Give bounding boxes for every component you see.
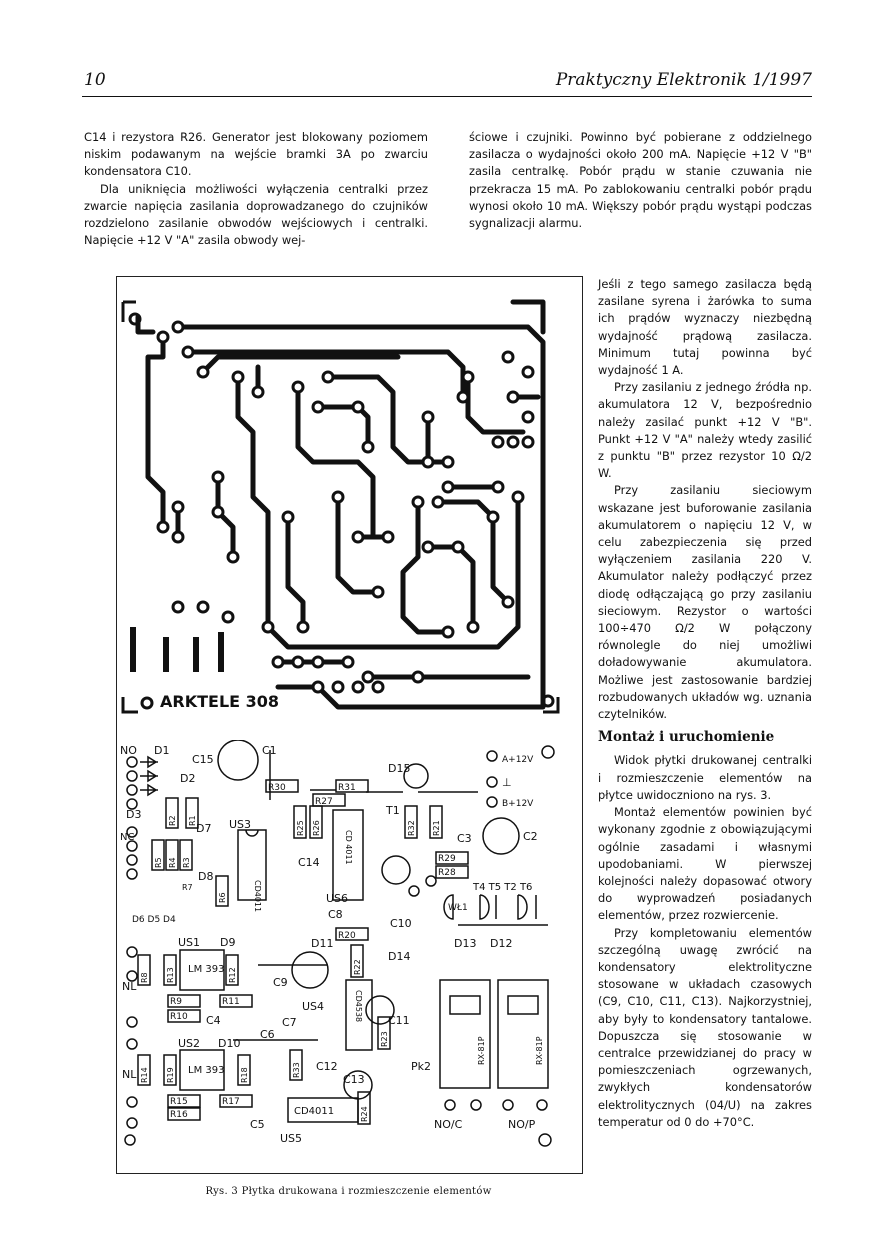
- label-noc: NO/C: [434, 1118, 463, 1131]
- label-d6d5d4: D6 D5 D4: [132, 915, 176, 925]
- label-cd4538: CD4538: [354, 990, 363, 1023]
- label-c6: C6: [260, 1028, 275, 1041]
- label-r30: R30: [268, 783, 286, 793]
- label-r10: R10: [170, 1012, 188, 1022]
- label-c7: C7: [282, 1016, 297, 1029]
- label-d2: D2: [180, 772, 196, 785]
- label-r5: R5: [154, 857, 163, 868]
- label-c15: C15: [192, 753, 214, 766]
- label-cd4011-b: CD 4011: [344, 830, 353, 865]
- label-r9: R9: [170, 997, 182, 1007]
- label-c1: C1: [262, 744, 277, 757]
- section-heading: Montaż i uruchomienie: [598, 729, 775, 746]
- label-us6: US6: [326, 892, 349, 905]
- top-right-column: [469, 129, 812, 232]
- label-r25: R25: [296, 820, 305, 836]
- label-b12: B+12V: [502, 799, 534, 809]
- label-c14: C14: [298, 856, 320, 869]
- label-r14: R14: [140, 1067, 149, 1083]
- label-c8: C8: [328, 908, 343, 921]
- label-nl2: NL: [122, 1068, 137, 1081]
- label-t-group: T4 T5 T2 T6: [473, 882, 533, 893]
- label-c2: C2: [523, 830, 538, 843]
- label-r16: R16: [170, 1110, 188, 1120]
- label-cd4011-a: CD4011: [253, 880, 262, 913]
- page-number: 10: [84, 70, 106, 90]
- paragraph: C14 i rezystora R26. Generator jest blokowany poziomem niskim podawanym na wejście bramki 3A po zwarciu kondensatora C10.: [84, 130, 428, 179]
- label-pk2: Pk2: [411, 1060, 432, 1073]
- paragraph: Montaż elementów powinien być wykonany zgodnie z obowiązującymi ogólnie zasadami i własnymi upodobaniami. W pierwszej kolejności należy dopasować otwory do wyprowadzeń posiadanych elementów, przez rozwiercenie.: [598, 805, 812, 923]
- paragraph: Dla uniknięcia możliwości wyłączenia centralki przez zwarcie napięcia zasilania doprowadzanego do czujników rozdzielono zasilanie obwodów wejściowych i centralki. Napięcie +12 V "A" zasila obwody wej-: [84, 181, 428, 248]
- label-d11: D11: [311, 937, 334, 950]
- pcb-artwork: [118, 297, 563, 717]
- label-d1: D1: [154, 744, 170, 757]
- label-relay2: RX-81P: [535, 1036, 544, 1065]
- label-r15: R15: [170, 1097, 188, 1107]
- label-cd4011-c: CD4011: [294, 1106, 335, 1117]
- label-nl1: NL: [122, 980, 137, 993]
- label-c13: C13: [343, 1073, 365, 1086]
- label-gnd: ⊥: [502, 776, 512, 789]
- label-r22: R22: [353, 959, 362, 975]
- label-r6: R6: [218, 892, 227, 903]
- label-us3: US3: [229, 818, 252, 831]
- label-nop: NO/P: [508, 1118, 536, 1131]
- label-d12: D12: [490, 937, 513, 950]
- label-r7: R7: [182, 883, 193, 892]
- right-column: [598, 276, 812, 1131]
- label-r18: R18: [240, 1067, 249, 1083]
- label-d15: D15: [388, 762, 411, 775]
- label-wl1: WŁ1: [448, 903, 468, 913]
- label-r19: R19: [166, 1067, 175, 1083]
- pcb-label: ARKTELE 308: [160, 692, 280, 711]
- label-d8: D8: [198, 870, 214, 883]
- label-r20: R20: [338, 931, 356, 941]
- label-d9: D9: [220, 936, 236, 949]
- label-r1: R1: [188, 815, 197, 826]
- paragraph: Widok płytki drukowanej centralki i rozmieszczenie elementów na płytce uwidoczniono na rys. 3.: [598, 753, 812, 802]
- label-d13: D13: [454, 937, 477, 950]
- label-us1: US1: [178, 936, 201, 949]
- label-r21: R21: [432, 820, 441, 836]
- label-r11: R11: [222, 997, 240, 1007]
- label-r31: R31: [338, 783, 356, 793]
- label-c11: C11: [388, 1014, 410, 1027]
- component-layout: [118, 740, 563, 1150]
- paragraph: Jeśli z tego samego zasilacza będą zasilane syrena i żarówka to suma ich prądów wyznaczy niezbędną wydajność prądową zasilacza. Minimum tutaj powinna być wydajność 1 A.: [598, 277, 812, 378]
- label-c3: C3: [457, 832, 472, 845]
- label-c4: C4: [206, 1014, 221, 1027]
- label-r4: R4: [168, 857, 177, 868]
- label-c12: C12: [316, 1060, 338, 1073]
- label-relay1: RX-81P: [477, 1036, 486, 1065]
- label-a12: A+12V: [502, 755, 534, 765]
- label-r24: R24: [360, 1106, 369, 1122]
- top-left-column: [84, 129, 428, 249]
- figure-caption: Rys. 3 Płytka drukowana i rozmieszczenie elementów: [205, 1186, 492, 1197]
- label-us4: US4: [302, 1000, 325, 1013]
- label-r29: R29: [438, 854, 456, 864]
- label-r33: R33: [292, 1062, 301, 1078]
- label-r32: R32: [407, 820, 416, 836]
- label-us2: US2: [178, 1037, 201, 1050]
- label-no: NO: [120, 744, 137, 757]
- label-c9: C9: [273, 976, 288, 989]
- paragraph: ściowe i czujniki. Powinno być pobierane z oddzielnego zasilacza o wydajności około 200 mA. Napięcie +12 V "B" zasila centralkę. Pobór prądu w stanie czuwania nie przekracza 15 mA. Po zablokowaniu centralki pobór prądu wynosi około 10 mA. Większy pobór prądu wystąpi podczas sygnalizacji alarmu.: [469, 130, 812, 231]
- label-r26: R26: [312, 820, 321, 836]
- label-r28: R28: [438, 868, 456, 878]
- label-d3: D3: [126, 808, 142, 821]
- label-r13: R13: [166, 967, 175, 983]
- label-c5: C5: [250, 1118, 265, 1131]
- label-r12: R12: [228, 967, 237, 983]
- header-rule: [82, 96, 812, 97]
- label-t1: T1: [386, 804, 400, 817]
- paragraph: Przy zasilaniu sieciowym wskazane jest buforowanie zasilania akumulatorem o napięciu 12 V, w celu zabezpieczenia się przed wyłączeniem zasilania 220 V. Akumulator należy podłączyć przez diodę odłączającą go przy zasilaniu sieciowym. Rezystor o wartości 100÷470 Ω/2 W połączony równolegle do niej umożliwi doładowywanie akumulatora. Możliwe jest zastosowanie bardziej rozbudowanych układów wg. uznania czytelników.: [598, 483, 812, 722]
- label-r2: R2: [168, 815, 177, 826]
- paragraph: Przy zasilaniu z jednego źródła np. akumulatora 12 V, bezpośrednio należy zasilać punkt +12 V "B". Punkt +12 V "A" należy wtedy zasilić z punktu "B" przez rezystor 10 Ω/2 W.: [598, 380, 812, 481]
- label-r17: R17: [222, 1097, 240, 1107]
- label-d14: D14: [388, 950, 411, 963]
- label-us5: US5: [280, 1132, 303, 1145]
- label-r8: R8: [140, 972, 149, 983]
- label-d7: D7: [196, 822, 212, 835]
- label-c10: C10: [390, 917, 412, 930]
- label-lm393-a: LM 393: [188, 964, 225, 975]
- label-d10: D10: [218, 1037, 241, 1050]
- label-nc: NC: [120, 832, 135, 843]
- label-lm393-b: LM 393: [188, 1065, 225, 1076]
- label-r23: R23: [380, 1031, 389, 1047]
- paragraph: Przy kompletowaniu elementów szczególną uwagę zwrócić na kondensatory elektrolityczne stosowane w układach czasowych (C9, C10, C11, C13). Najkorzystniej, aby były to kondensatory tantalowe. Dopuszcza się stosowanie w centralce przewidzianej do pracy w pomieszczeniach ogrzewanych, zwykłych kondensatorów elektrolitycznych (04/U) na zakres temperatur od 0 do +70°C.: [598, 925, 812, 1129]
- publication-title: Praktyczny Elektronik 1/1997: [555, 70, 812, 90]
- label-r3: R3: [182, 857, 191, 868]
- label-r27: R27: [315, 797, 333, 807]
